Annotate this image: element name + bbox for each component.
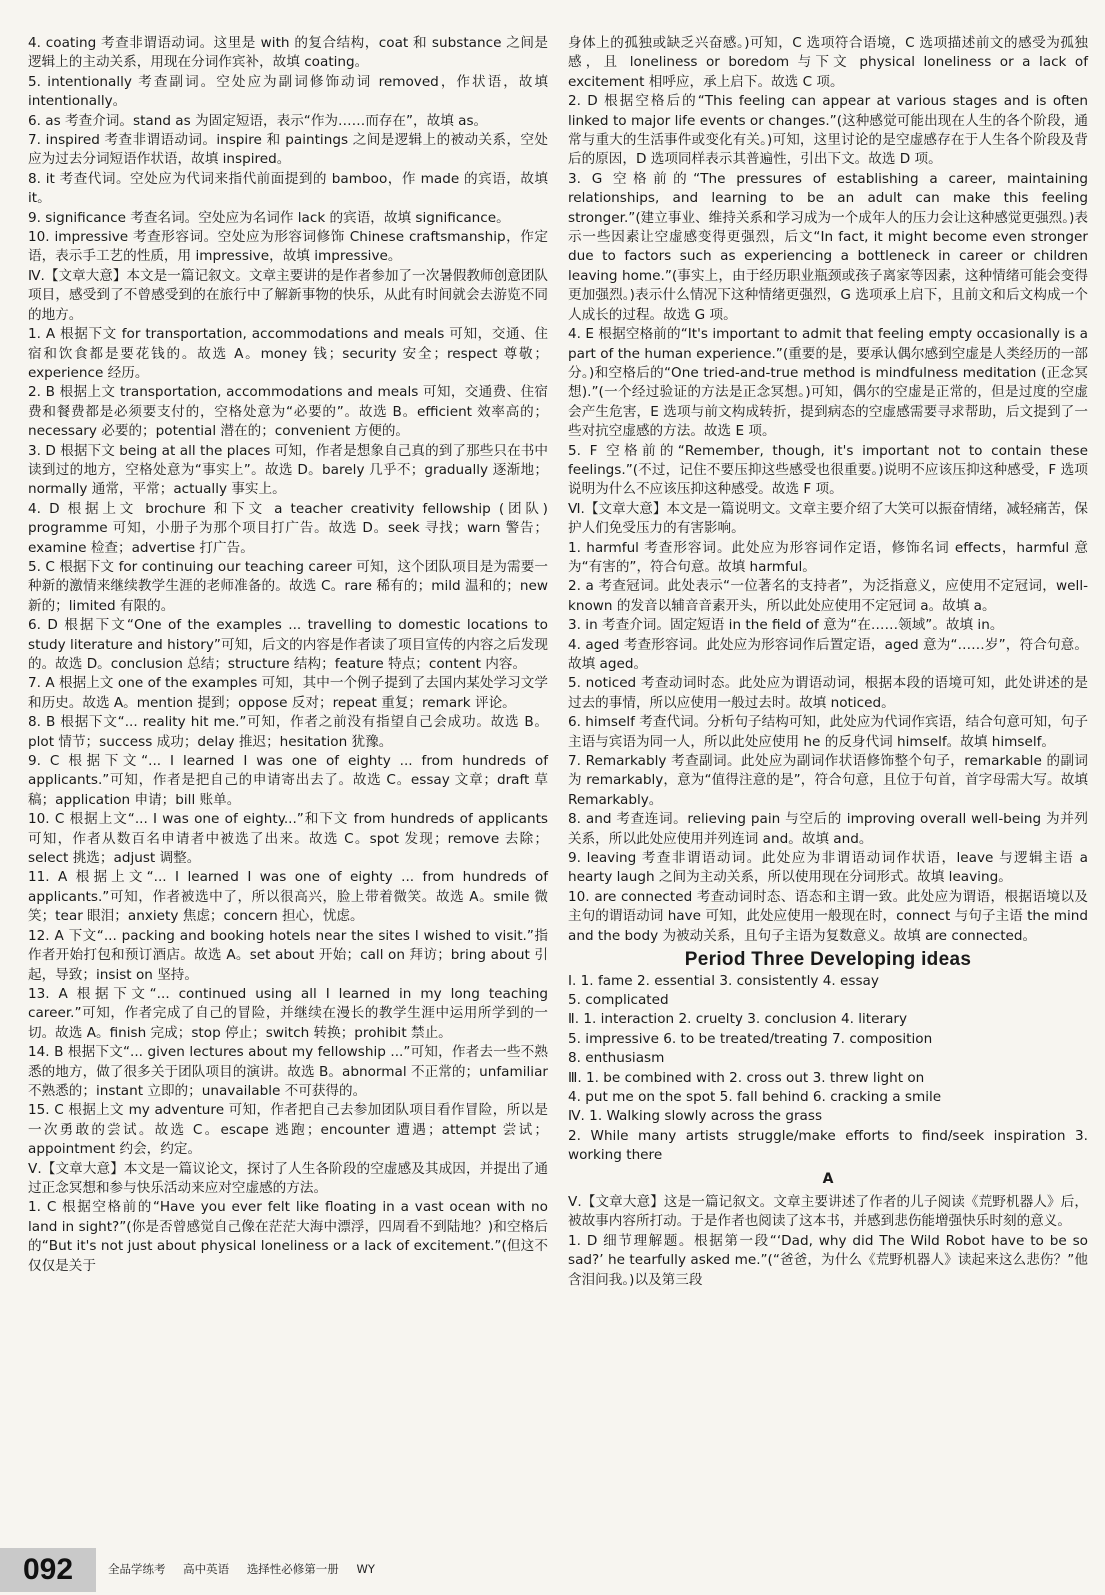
- vocab-answers: Ⅱ. 1. interaction 2. cruelty 3. conclusion 4. literary: [568, 1011, 908, 1028]
- answer-item: 5. intentionally 考查副词。空处应为副词修饰动词 removed，作状语，故填 intentionally。: [28, 73, 548, 110]
- answer-item: 3. in 考查介词。固定短语 in the field of 意为“在……领域”。故填 in。: [568, 617, 1004, 634]
- vocab-answers: 4. put me on the spot 5. fall behind 6. cracking a smile: [568, 1088, 942, 1105]
- footer-info: [108, 1561, 389, 1577]
- passage-summary: Ⅴ.【文章大意】本文是一篇议论文，探讨了人生各阶段的空虚感及其成因，并提出了通过正念冥想和参与快乐活动来应对空虚感的方法。: [28, 1160, 548, 1196]
- vocab-answers: 8. enthusiasm: [568, 1050, 665, 1067]
- answer-item: 7. inspired 考查非谓语动词。inspire 和 paintings 之间是逻辑上的被动关系，空处应为过去分词短语作状语，故填 inspired。: [28, 132, 548, 168]
- answer-item: 9. leaving 考查非谓语动词。此处应为非谓语动词作状语，leave 与逻辑主语 a hearty laugh 之间为主动关系，所以使用现在分词形式。故填 leaving。: [568, 850, 1088, 886]
- answer-item: 身体上的孤独或缺乏兴奋感。)可知，C 选项符合语境，C 选项描述前文的感受为孤独感，且 loneliness or boredom 与下文 physical loneliness or a lack of excitement 相呼应，承上启下。故选 C 项。: [568, 35, 1088, 90]
- answer-item: 4. aged 考查形容词。此处应为形容词作后置定语，aged 意为“……岁”，符合句意。故填 aged。: [568, 636, 1088, 672]
- vocab-answers: 5. complicated: [568, 991, 669, 1008]
- answer-item: 6. D 根据下文“One of the examples ... travelling to domestic locations to study literature and history”可知，后文的内容是作者读了项目宣传的内容之后发现的。故选 D。conclusion 总结；structure 结构；feature 特点；content 内容。: [28, 617, 548, 672]
- answer-item: 2. a 考查冠词。此处表示“一位著名的支持者”，为泛指意义，应使用不定冠词，well-known 的发音以辅音音素开头，所以此处应使用不定冠词 a。故填 a。: [568, 578, 1088, 614]
- edition-code: WY: [356, 1562, 375, 1576]
- volume-name: 选择性必修第一册: [246, 1562, 339, 1576]
- answer-item: 5. F 空格前的“Remember, though, it's important not to contain these feelings.”(不过，记住不要压抑这些感受也很重要。)说明不应该压抑这种感受，F 选项说明为什么不应该压抑这种感受。故选 F 项。: [568, 442, 1088, 498]
- answer-item: 7. Remarkably 考查副词。此处应为副词作状语修饰整个句子，remarkable 的副词为 remarkably，意为“值得注意的是”，符合句意，且位于句首，首字母需大写。故填 Remarkably。: [568, 753, 1088, 808]
- answer-item: 9. C 根据下文“... I learned I was one of eighty ... from hundreds of applicants.”可知，作者是把自己的申请寄出去了。故选 C。essay 文章；draft 草稿；application 申请；bill 账单。: [28, 753, 548, 808]
- answer-item: 10. C 根据上文“... I was one of eighty...”和下文 from hundreds of applicants 可知，作者从数百名申请者中被选了出来。故选 C。spot 发现；remove 去除；select 挑选；adjust 调整。: [28, 811, 548, 867]
- answer-item: 7. A 根据上文 one of the examples 可知，其中一个例子提到了去国内某处学习文学和历史。故选 A。mention 提到；oppose 反对；repeat 重复；remark 评论。: [28, 675, 548, 711]
- answer-item: 10. impressive 考查形容词。空处应为形容词修饰 Chinese craftsmanship，作定语，表示手工艺的性质，用 impressive，故填 impressive。: [28, 229, 548, 265]
- answer-item: 5. C 根据下文 for continuing our teaching career 可知，这个团队项目是为需要一种新的激情来继续教学生涯的老师准备的。故选 C。rare 稀有的；mild 温和的；new 新的；limited 有限的。: [28, 558, 548, 614]
- answer-item: 14. B 根据下文“... given lectures about my fellowship ...”可知，作者去一些不熟悉的地方，做了很多关于团队项目的演讲。故选 B。abnormal 不正常的；unfamiliar 不熟悉的；instant 立即的；unavailable 不可获得的。: [28, 1044, 548, 1099]
- answer-item: 9. significance 考查名词。空处应为名词作 lack 的宾语，故填 significance。: [28, 209, 510, 226]
- answer-item: 6. himself 考查代词。分析句子结构可知，此处应为代词作宾语，结合句意可知，句子主语与宾语为同一人，所以此处应使用 he 的反身代词 himself。故填 himself。: [568, 714, 1088, 750]
- subject-name: 高中英语: [183, 1562, 230, 1576]
- page-number: 092: [0, 1548, 96, 1592]
- vocab-answers: 2. While many artists struggle/make efforts to find/seek inspiration 3. working there: [568, 1127, 1088, 1164]
- answer-item: 1. C 根据空格前的“Have you ever felt like floating in a vast ocean with no land in sight?”(你是否曾感觉自己像在茫茫大海中漂浮，四周看不到陆地？)和空格后的“But it's not just about physical loneliness or a lack of excitement.”(但这不仅仅是关于: [28, 1199, 548, 1274]
- answer-item: 8. B 根据下文“... reality hit me.”可知，作者之前没有指望自己会成功。故选 B。plot 情节；success 成功；delay 推迟；hesitation 犹豫。: [28, 714, 548, 750]
- answer-item: 4. E 根据空格前的“It's important to admit that feeling empty occasionally is a part of the human experience.”(重要的是，要承认偶尔感到空虚是人类经历的一部分。)和空格后的“One tried-and-true method is mindfulness meditation (正念冥想).”(一个经过验证的方法是正念冥想。)可知，偶尔的空虚是正常的，但是过度的空虚会产生危害，E 选项与前文构成转折，提到病态的空虚感需要寻求帮助，后文提到了一些对抗空虚感的方法。故选 E 项。: [568, 326, 1088, 440]
- answer-item: 8. and 考查连词。relieving pain 与空后的 improving overall well-being 为并列关系，所以此处应使用并列连词 and。故填 and。: [568, 811, 1088, 847]
- answer-item: 10. are connected 考查动词时态、语态和主谓一致。此处应为谓语，根据语境以及主句的谓语动词 have 可知，此处应使用一般现在时，connect 与句子主语 the mind and the body 为被动关系，且句子主语为复数意义。故填 are connected。: [568, 888, 1088, 944]
- answer-item: 3. G 空格前的“The pressures of establishing a career, maintaining relationships, and learning to be an adult can make this feeling stronger.”(建立事业、维持关系和学习成为一个成年人的压力会让这种感觉更强烈。)表示一些因素让空虚感变得更强烈，后文“In fact, it might become even stronger due to factors such as experiencing a bottleneck in career or children leaving home.”(事实上，由于经历职业瓶颈或孩子离家等因素，这种情绪可能会变得更加强烈。)表示什么情况下这种情绪更强烈，G 选项承上启下，且前文和后文构成一个人成长的过程。故选 G 项。: [568, 170, 1088, 323]
- vocab-answers: Ⅰ. 1. fame 2. essential 3. consistently 4. essay: [568, 972, 879, 989]
- answer-item: 4. coating 考查非谓语动词。这里是 with 的复合结构，coat 和 substance 之间是逻辑上的主动关系，用现在分词作宾补，故填 coating。: [28, 35, 548, 71]
- page-footer: [0, 1542, 1105, 1595]
- answer-item: 11. A 根据上文“... I learned I was one of eighty ... from hundreds of applicants.”可知，作者被选中了，所以很高兴，脸上带着微笑。故选 A。smile 微笑；tear 眼泪；anxiety 焦虑；concern 担心，忧虑。: [28, 869, 548, 925]
- answer-item: 3. D 根据下文 being at all the places 可知，作者是想象自己真的到了那些只在书中读到过的地方，空格处意为“事实上”。故选 D。barely 几乎不；gradually 逐渐地；normally 通常，平常；actually 事实上。: [28, 442, 548, 498]
- passage-summary: Ⅴ.【文章大意】这是一篇记叙文。文章主要讲述了作者的儿子阅读《荒野机器人》后，被故事内容所打动。于是作者也阅读了这本书，并感到悲伤能增强快乐时刻的意义。: [568, 1193, 1088, 1230]
- vocab-answers: Ⅲ. 1. be combined with 2. cross out 3. threw light on: [568, 1069, 925, 1086]
- brand-name: 全品学练考: [108, 1562, 166, 1576]
- part-letter: A: [822, 1170, 834, 1187]
- answer-item: 1. harmful 考查形容词。此处应为形容词作定语，修饰名词 effects，harmful 意为“有害的”，符合句意。故填 harmful。: [568, 539, 1088, 575]
- answer-item: 2. B 根据上文 transportation, accommodations and meals 可知，交通费、住宿费和餐费都是必须要支付的，空格处意为“必要的”。故选 B。efficient 效率高的；necessary 必要的；potential 潜在的；convenient 方便的。: [28, 384, 548, 440]
- left-column: [28, 34, 548, 1276]
- answer-item: 15. C 根据上文 my adventure 可知，作者把自己去参加团队项目看作冒险，所以是一次勇敢的尝试。故选 C。escape 逃跑；encounter 遭遇；attempt 尝试；appointment 约会，约定。: [28, 1102, 548, 1158]
- passage-summary: Ⅵ.【文章大意】本文是一篇说明文。文章主要介绍了大笑可以振奋情绪，减轻痛苦，保护人们免受压力的有害影响。: [568, 500, 1088, 537]
- passage-summary: Ⅳ.【文章大意】本文是一篇记叙文。文章主要讲的是作者参加了一次暑假教师创意团队项目，感受到了不曾感受到的在旅行中了解新事物的快乐，从此有时间就会去游览不同的地方。: [28, 267, 548, 323]
- answer-item: 4. D 根据上文 brochure 和下文 a teacher creativity fellowship (团队) programme 可知，小册子为那个项目打广告。故选 D。seek 寻找；warn 警告；examine 检查；advertise 打广告。: [28, 500, 548, 556]
- answer-item: 5. noticed 考查动词时态。此处应为谓语动词，根据本段的语境可知，此处讲述的是过去的事情，所以应使用一般过去时。故填 noticed。: [568, 675, 1088, 711]
- answer-item: 1. A 根据下文 for transportation, accommodations and meals 可知，交通、住宿和饮食都是要花钱的。故选 A。money 钱；security 安全；respect 尊敬；experience 经历。: [28, 326, 548, 381]
- vocab-answers: 5. impressive 6. to be treated/treating 7. composition: [568, 1030, 933, 1047]
- answer-item: 2. D 根据空格后的“This feeling can appear at various stages and is often linked to major life events or changes.”(这种感觉可能出现在人生的各个阶段，通常与重大的生活事件或变化有关。)可知，这里讨论的是空虚感存在于人生各个阶段及背后的原因，D 选项同样表示其普遍性，引出下文。故选 D 项。: [568, 93, 1088, 168]
- section-title: Period Three Developing ideas: [684, 949, 972, 971]
- answer-item: 13. A 根据下文“... continued using all I learned in my long teaching career.”可知，作者完成了自己的冒险，并继续在漫长的教学生涯中运用所学到的一切。故选 A。finish 完成；stop 停止；switch 转换；prohibit 禁止。: [28, 985, 548, 1041]
- answer-item: 1. D 细节理解题。根据第一段“‘Dad, why did The Wild Robot have to be so sad?’ he tearfully asked me.”(“爸爸，为什么《荒野机器人》读起来这么悲伤？”他含泪问我。)以及第三段: [568, 1232, 1088, 1288]
- right-column: [568, 34, 1088, 1290]
- answer-item: 8. it 考查代词。空处应为代词来指代前面提到的 bamboo，作 made 的宾语，故填 it。: [28, 170, 548, 207]
- answer-item: 12. A 下文“... packing and booking hotels near the sites I wished to visit.”指作者开始打包和预订酒店。故选 A。set about 开始；call on 拜访；bring about 引起，导致；insist on 坚持。: [28, 927, 548, 983]
- answer-item: 6. as 考查介词。stand as 为固定短语，表示“作为……而存在”，故填 as。: [28, 112, 488, 129]
- vocab-answers: Ⅳ. 1. Walking slowly across the grass: [568, 1108, 823, 1125]
